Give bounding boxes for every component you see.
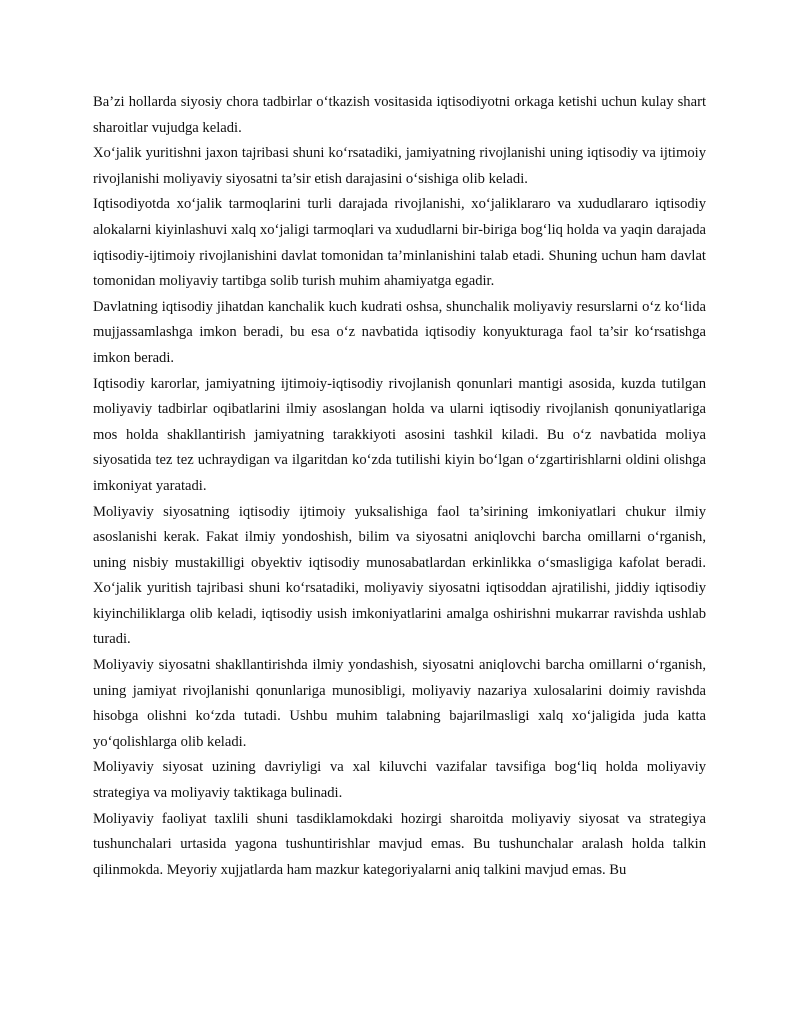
- paragraph: Moliyaviy siyosatni shakllantirishda ilmiy yondashish, siyosatni aniqlovchi barcha omillarni o‘rganish, uning jamiyat rivojlanishi qonunlariga munosibligi, moliyaviy nazariya xulosalarini doimiy ravishda hisobga olishni ko‘zda tutadi. Ushbu muhim talabning bajarilmasligi xalq xo‘jaligida juda katta yo‘qolishlarga olib keladi.: [93, 657, 706, 750]
- paragraph: Iqtisodiy karorlar, jamiyatning ijtimoiy-iqtisodiy rivojlanish qonunlari mantigi asosida, kuzda tutilgan moliyaviy tadbirlar oqibatlarini ilmiy asoslangan holda va ularni iqtisodiy rivojlanish qonuniyatlariga mos holda shakllantirish jamiyatning tarakkiyoti asosini tashkil kiladi. Bu o‘z navbatida moliya siyosatida tez tez uchraydigan va ilgaritdan ko‘zda tutilishi kiyin bo‘lgan o‘zgartirishlarni oldini olishga imkoniyat yaratadi.: [93, 375, 706, 494]
- paragraph: Moliyaviy faoliyat taxlili shuni tasdiklamokdaki hozirgi sharoitda moliyaviy siyosat va strategiya tushunchalari urtasida yagona tushuntirishlar mavjud emas. Bu tushunchalar aralash holda talkin qilinmokda. Meyoriy xujjatlarda ham mazkur kategoriyalarni aniq talkini mavjud emas. Bu: [93, 810, 706, 878]
- paragraph: Davlatning iqtisodiy jihatdan kanchalik kuch kudrati oshsa, shunchalik moliyaviy resurslarni o‘z ko‘lida mujjassamlashga imkon beradi, bu esa o‘z navbatida iqtisodiy konyukturaga faol ta’sir ko‘rsatishga imkon beradi.: [93, 298, 706, 366]
- paragraph: Ba’zi hollarda siyosiy chora tadbirlar o‘tkazish vositasida iqtisodiyotni orkaga ketishi uchun kulay shart sharoitlar vujudga keladi.: [93, 94, 706, 136]
- paragraph: Moliyaviy siyosatning iqtisodiy ijtimoiy yuksalishiga faol ta’sirining imkoniyatlari chukur ilmiy asoslanishi kerak. Fakat ilmiy yondoshish, bilim va siyosatni aniqlovchi barcha omillarni o‘rganish, uning nisbiy mustakilligi obyektiv iqtisodiy munosabatlardan erkinlikka o‘smasligiga kafolat beradi. Xo‘jalik yuritish tajribasi shuni ko‘rsatadiki, moliyaviy siyosatni iqtisoddan ajratilishi, jiddiy iqtisodiy kiyinchiliklarga olib keladi, iqtisodiy usish imkoniyatlarini amalga oshirishni mukarrar ravishda ushlab turadi.: [93, 503, 706, 648]
- paragraph: Xo‘jalik yuritishni jaxon tajribasi shuni ko‘rsatadiki, jamiyatning rivojlanishi uning iqtisodiy va ijtimoiy rivojlanishi moliyaviy siyosatni ta’sir etish darajasini o‘sishiga olib keladi.: [93, 145, 706, 187]
- body-text: [93, 90, 706, 883]
- paragraph: Moliyaviy siyosat uzining davriyligi va xal kiluvchi vazifalar tavsifiga bog‘liq holda moliyaviy strategiya va moliyaviy taktikaga bulinadi.: [93, 759, 706, 802]
- paragraph: Iqtisodiyotda xo‘jalik tarmoqlarini turli darajada rivojlanishi, xo‘jaliklararo va xududlararo iqtisodiy alokalarni kiyinlashuvi xalq xo‘jaligi tarmoqlari va xududlarni bir-biriga bog‘liq holda va yaqin darajada iqtisodiy-ijtimoiy rivojlanishini davlat tomonidan ta’minlanishini talab etadi. Shuning uchun ham davlat tomonidan moliyaviy tartibga solib turish muhim ahamiyatga egadir.: [93, 196, 706, 290]
